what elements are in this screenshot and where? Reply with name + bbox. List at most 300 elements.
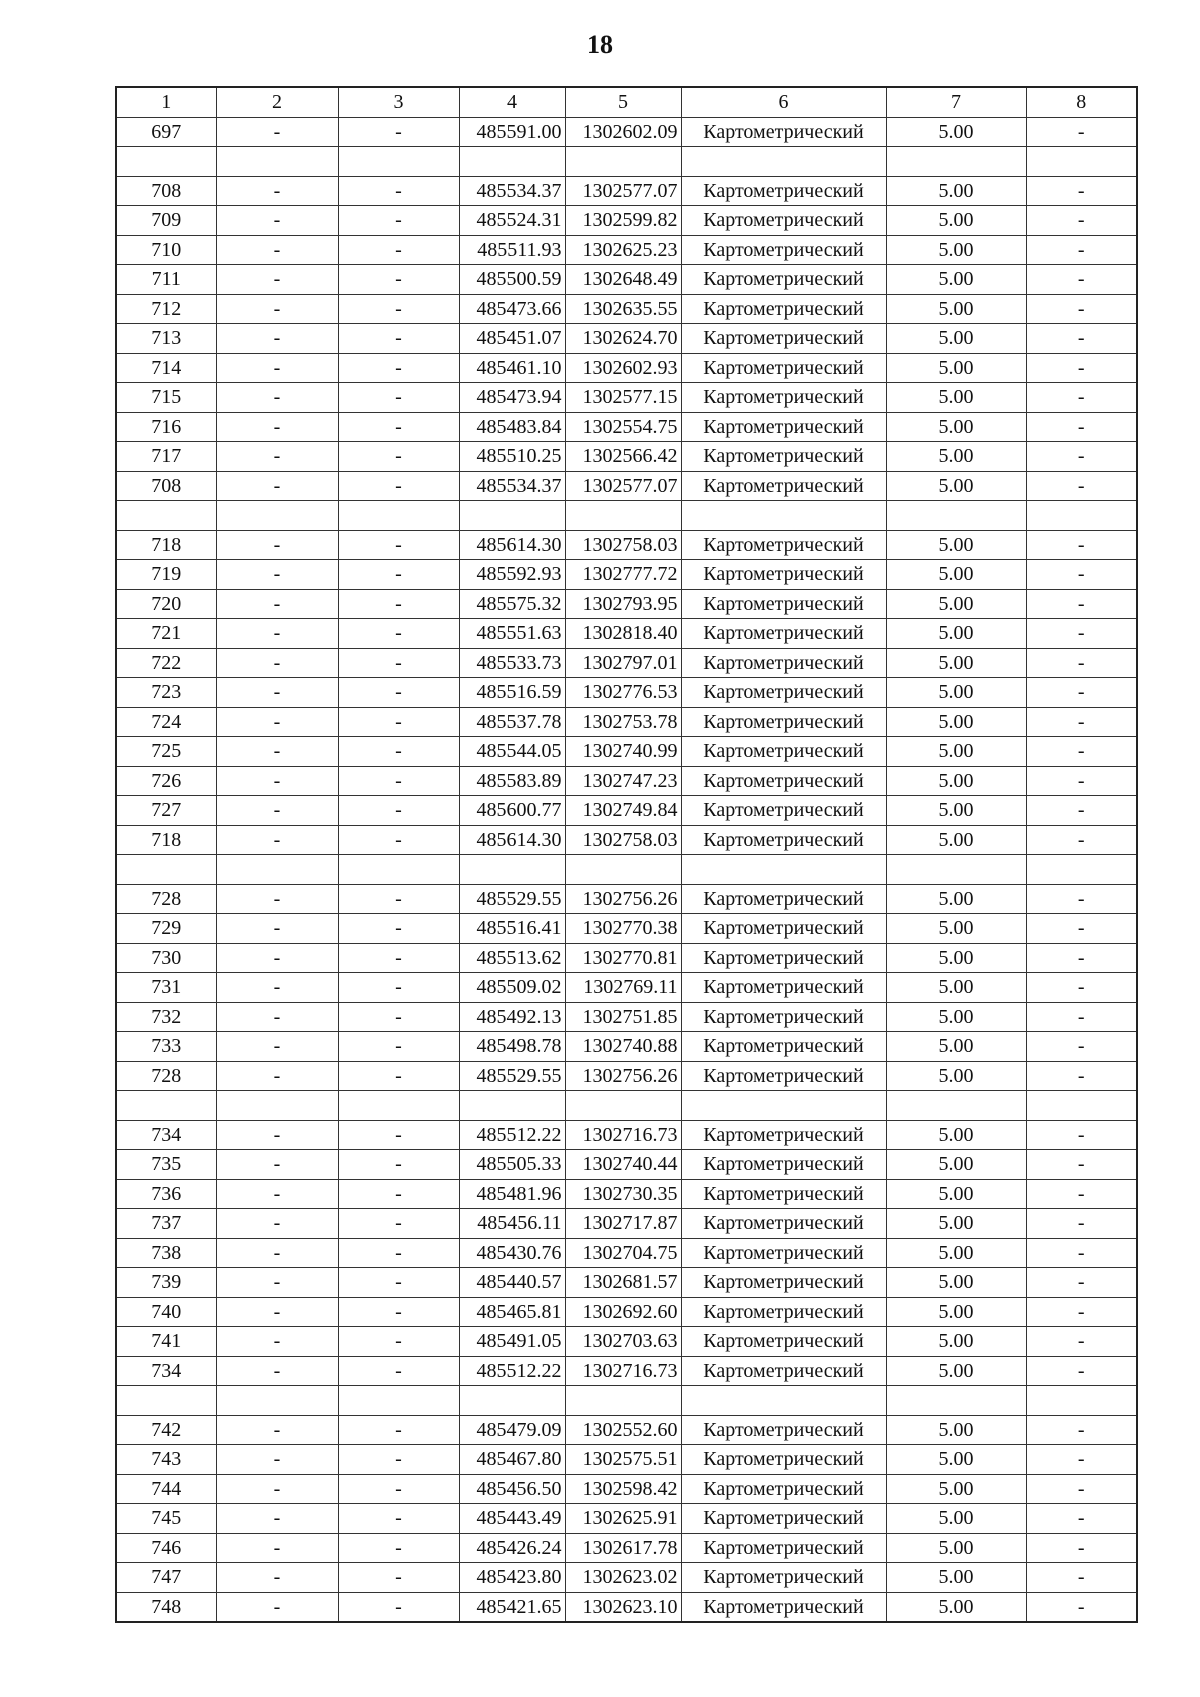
accuracy: 5.00 bbox=[886, 707, 1026, 737]
method: Картометрический bbox=[681, 1209, 886, 1239]
point-number: 723 bbox=[116, 678, 216, 708]
y-coordinate: 1302777.72 bbox=[565, 560, 681, 590]
x-coordinate: 485614.30 bbox=[459, 825, 565, 855]
col-3-value: - bbox=[338, 235, 459, 265]
column-header: 2 bbox=[216, 87, 338, 117]
point-number: 719 bbox=[116, 560, 216, 590]
method: Картометрический bbox=[681, 1533, 886, 1563]
col-3-value: - bbox=[338, 589, 459, 619]
col-3-value: - bbox=[338, 442, 459, 472]
table-row bbox=[116, 353, 1137, 383]
col-3-value: - bbox=[338, 796, 459, 826]
separator-cell bbox=[116, 1386, 216, 1416]
point-number: 714 bbox=[116, 353, 216, 383]
accuracy: 5.00 bbox=[886, 1179, 1026, 1209]
method: Картометрический bbox=[681, 1415, 886, 1445]
y-coordinate: 1302756.26 bbox=[565, 884, 681, 914]
y-coordinate: 1302648.49 bbox=[565, 265, 681, 295]
group-separator bbox=[116, 1386, 1137, 1416]
method: Картометрический bbox=[681, 1002, 886, 1032]
accuracy: 5.00 bbox=[886, 206, 1026, 236]
accuracy: 5.00 bbox=[886, 1209, 1026, 1239]
col-8-value: - bbox=[1026, 1533, 1137, 1563]
col-2-value: - bbox=[216, 1032, 338, 1062]
separator-cell bbox=[681, 1091, 886, 1121]
point-number: 740 bbox=[116, 1297, 216, 1327]
table-row bbox=[116, 589, 1137, 619]
x-coordinate: 485529.55 bbox=[459, 1061, 565, 1091]
table-row bbox=[116, 176, 1137, 206]
table-row bbox=[116, 1592, 1137, 1622]
point-number: 708 bbox=[116, 471, 216, 501]
col-2-value: - bbox=[216, 176, 338, 206]
col-2-value: - bbox=[216, 1474, 338, 1504]
point-number: 713 bbox=[116, 324, 216, 354]
col-2-value: - bbox=[216, 737, 338, 767]
y-coordinate: 1302776.53 bbox=[565, 678, 681, 708]
x-coordinate: 485544.05 bbox=[459, 737, 565, 767]
table-row bbox=[116, 766, 1137, 796]
col-3-value: - bbox=[338, 678, 459, 708]
col-3-value: - bbox=[338, 825, 459, 855]
method: Картометрический bbox=[681, 1445, 886, 1475]
col-8-value: - bbox=[1026, 884, 1137, 914]
y-coordinate: 1302740.99 bbox=[565, 737, 681, 767]
col-3-value: - bbox=[338, 884, 459, 914]
method: Картометрический bbox=[681, 117, 886, 147]
separator-cell bbox=[216, 855, 338, 885]
table-row bbox=[116, 825, 1137, 855]
col-8-value: - bbox=[1026, 1474, 1137, 1504]
table-row bbox=[116, 707, 1137, 737]
col-3-value: - bbox=[338, 1268, 459, 1298]
col-2-value: - bbox=[216, 1179, 338, 1209]
col-3-value: - bbox=[338, 1032, 459, 1062]
column-header: 4 bbox=[459, 87, 565, 117]
x-coordinate: 485511.93 bbox=[459, 235, 565, 265]
col-3-value: - bbox=[338, 1238, 459, 1268]
separator-cell bbox=[1026, 1091, 1137, 1121]
x-coordinate: 485498.78 bbox=[459, 1032, 565, 1062]
point-number: 717 bbox=[116, 442, 216, 472]
col-2-value: - bbox=[216, 235, 338, 265]
col-8-value: - bbox=[1026, 1268, 1137, 1298]
point-number: 747 bbox=[116, 1563, 216, 1593]
accuracy: 5.00 bbox=[886, 1120, 1026, 1150]
col-2-value: - bbox=[216, 117, 338, 147]
x-coordinate: 485512.22 bbox=[459, 1356, 565, 1386]
col-2-value: - bbox=[216, 1533, 338, 1563]
x-coordinate: 485516.59 bbox=[459, 678, 565, 708]
col-3-value: - bbox=[338, 1592, 459, 1622]
y-coordinate: 1302769.11 bbox=[565, 973, 681, 1003]
separator-cell bbox=[1026, 1386, 1137, 1416]
method: Картометрический bbox=[681, 648, 886, 678]
col-8-value: - bbox=[1026, 973, 1137, 1003]
col-2-value: - bbox=[216, 353, 338, 383]
col-8-value: - bbox=[1026, 619, 1137, 649]
x-coordinate: 485473.94 bbox=[459, 383, 565, 413]
method: Картометрический bbox=[681, 707, 886, 737]
point-number: 731 bbox=[116, 973, 216, 1003]
col-3-value: - bbox=[338, 206, 459, 236]
col-2-value: - bbox=[216, 1563, 338, 1593]
accuracy: 5.00 bbox=[886, 943, 1026, 973]
col-3-value: - bbox=[338, 766, 459, 796]
col-2-value: - bbox=[216, 442, 338, 472]
col-3-value: - bbox=[338, 1179, 459, 1209]
point-number: 734 bbox=[116, 1356, 216, 1386]
point-number: 737 bbox=[116, 1209, 216, 1239]
table-row bbox=[116, 1061, 1137, 1091]
y-coordinate: 1302566.42 bbox=[565, 442, 681, 472]
table-row bbox=[116, 471, 1137, 501]
col-8-value: - bbox=[1026, 442, 1137, 472]
accuracy: 5.00 bbox=[886, 1415, 1026, 1445]
x-coordinate: 485512.22 bbox=[459, 1120, 565, 1150]
col-8-value: - bbox=[1026, 1150, 1137, 1180]
y-coordinate: 1302681.57 bbox=[565, 1268, 681, 1298]
point-number: 748 bbox=[116, 1592, 216, 1622]
point-number: 710 bbox=[116, 235, 216, 265]
col-3-value: - bbox=[338, 1120, 459, 1150]
col-8-value: - bbox=[1026, 1032, 1137, 1062]
col-3-value: - bbox=[338, 914, 459, 944]
method: Картометрический bbox=[681, 1592, 886, 1622]
col-8-value: - bbox=[1026, 707, 1137, 737]
col-2-value: - bbox=[216, 884, 338, 914]
separator-cell bbox=[116, 147, 216, 177]
col-3-value: - bbox=[338, 1061, 459, 1091]
col-2-value: - bbox=[216, 707, 338, 737]
y-coordinate: 1302747.23 bbox=[565, 766, 681, 796]
point-number: 733 bbox=[116, 1032, 216, 1062]
col-8-value: - bbox=[1026, 235, 1137, 265]
accuracy: 5.00 bbox=[886, 678, 1026, 708]
point-number: 739 bbox=[116, 1268, 216, 1298]
group-separator bbox=[116, 147, 1137, 177]
separator-cell bbox=[1026, 501, 1137, 531]
col-2-value: - bbox=[216, 412, 338, 442]
table-row bbox=[116, 235, 1137, 265]
col-3-value: - bbox=[338, 412, 459, 442]
separator-cell bbox=[681, 501, 886, 531]
point-number: 718 bbox=[116, 530, 216, 560]
separator-cell bbox=[1026, 855, 1137, 885]
col-3-value: - bbox=[338, 1002, 459, 1032]
accuracy: 5.00 bbox=[886, 1356, 1026, 1386]
separator-cell bbox=[459, 501, 565, 531]
x-coordinate: 485456.11 bbox=[459, 1209, 565, 1239]
point-number: 734 bbox=[116, 1120, 216, 1150]
col-2-value: - bbox=[216, 796, 338, 826]
method: Картометрический bbox=[681, 1327, 886, 1357]
col-2-value: - bbox=[216, 648, 338, 678]
method: Картометрический bbox=[681, 619, 886, 649]
table-row bbox=[116, 973, 1137, 1003]
separator-cell bbox=[216, 1386, 338, 1416]
table-row bbox=[116, 1120, 1137, 1150]
separator-cell bbox=[116, 1091, 216, 1121]
col-2-value: - bbox=[216, 1504, 338, 1534]
accuracy: 5.00 bbox=[886, 235, 1026, 265]
x-coordinate: 485600.77 bbox=[459, 796, 565, 826]
accuracy: 5.00 bbox=[886, 589, 1026, 619]
table-row bbox=[116, 1563, 1137, 1593]
method: Картометрический bbox=[681, 884, 886, 914]
col-8-value: - bbox=[1026, 412, 1137, 442]
method: Картометрический bbox=[681, 737, 886, 767]
accuracy: 5.00 bbox=[886, 1592, 1026, 1622]
table-row bbox=[116, 412, 1137, 442]
y-coordinate: 1302758.03 bbox=[565, 530, 681, 560]
y-coordinate: 1302602.09 bbox=[565, 117, 681, 147]
x-coordinate: 485443.49 bbox=[459, 1504, 565, 1534]
table-row bbox=[116, 1150, 1137, 1180]
separator-cell bbox=[338, 147, 459, 177]
col-8-value: - bbox=[1026, 1445, 1137, 1475]
col-2-value: - bbox=[216, 1415, 338, 1445]
col-2-value: - bbox=[216, 294, 338, 324]
y-coordinate: 1302602.93 bbox=[565, 353, 681, 383]
y-coordinate: 1302753.78 bbox=[565, 707, 681, 737]
accuracy: 5.00 bbox=[886, 648, 1026, 678]
column-header: 3 bbox=[338, 87, 459, 117]
method: Картометрический bbox=[681, 1150, 886, 1180]
y-coordinate: 1302623.10 bbox=[565, 1592, 681, 1622]
x-coordinate: 485500.59 bbox=[459, 265, 565, 295]
method: Картометрический bbox=[681, 589, 886, 619]
column-header: 8 bbox=[1026, 87, 1137, 117]
y-coordinate: 1302751.85 bbox=[565, 1002, 681, 1032]
accuracy: 5.00 bbox=[886, 619, 1026, 649]
col-3-value: - bbox=[338, 707, 459, 737]
point-number: 728 bbox=[116, 1061, 216, 1091]
method: Картометрический bbox=[681, 796, 886, 826]
point-number: 720 bbox=[116, 589, 216, 619]
accuracy: 5.00 bbox=[886, 1445, 1026, 1475]
method: Картометрический bbox=[681, 353, 886, 383]
x-coordinate: 485456.50 bbox=[459, 1474, 565, 1504]
accuracy: 5.00 bbox=[886, 1563, 1026, 1593]
separator-cell bbox=[338, 1091, 459, 1121]
col-2-value: - bbox=[216, 383, 338, 413]
page-number: 18 bbox=[587, 30, 613, 59]
point-number: 735 bbox=[116, 1150, 216, 1180]
col-3-value: - bbox=[338, 1563, 459, 1593]
y-coordinate: 1302552.60 bbox=[565, 1415, 681, 1445]
col-3-value: - bbox=[338, 383, 459, 413]
accuracy: 5.00 bbox=[886, 1002, 1026, 1032]
point-number: 727 bbox=[116, 796, 216, 826]
point-number: 716 bbox=[116, 412, 216, 442]
col-2-value: - bbox=[216, 914, 338, 944]
col-8-value: - bbox=[1026, 206, 1137, 236]
point-number: 732 bbox=[116, 1002, 216, 1032]
y-coordinate: 1302758.03 bbox=[565, 825, 681, 855]
separator-cell bbox=[565, 147, 681, 177]
separator-cell bbox=[338, 501, 459, 531]
y-coordinate: 1302704.75 bbox=[565, 1238, 681, 1268]
point-number: 736 bbox=[116, 1179, 216, 1209]
y-coordinate: 1302598.42 bbox=[565, 1474, 681, 1504]
accuracy: 5.00 bbox=[886, 884, 1026, 914]
accuracy: 5.00 bbox=[886, 530, 1026, 560]
accuracy: 5.00 bbox=[886, 117, 1026, 147]
table-row bbox=[116, 383, 1137, 413]
method: Картометрический bbox=[681, 1238, 886, 1268]
col-2-value: - bbox=[216, 825, 338, 855]
x-coordinate: 485426.24 bbox=[459, 1533, 565, 1563]
method: Картометрический bbox=[681, 766, 886, 796]
x-coordinate: 485583.89 bbox=[459, 766, 565, 796]
y-coordinate: 1302756.26 bbox=[565, 1061, 681, 1091]
coordinates-table bbox=[115, 86, 1138, 1623]
x-coordinate: 485492.13 bbox=[459, 1002, 565, 1032]
col-2-value: - bbox=[216, 589, 338, 619]
accuracy: 5.00 bbox=[886, 1533, 1026, 1563]
group-separator bbox=[116, 855, 1137, 885]
y-coordinate: 1302717.87 bbox=[565, 1209, 681, 1239]
method: Картометрический bbox=[681, 1032, 886, 1062]
table-row bbox=[116, 117, 1137, 147]
col-3-value: - bbox=[338, 560, 459, 590]
col-2-value: - bbox=[216, 1356, 338, 1386]
separator-cell bbox=[681, 1386, 886, 1416]
accuracy: 5.00 bbox=[886, 471, 1026, 501]
col-2-value: - bbox=[216, 530, 338, 560]
point-number: 712 bbox=[116, 294, 216, 324]
method: Картометрический bbox=[681, 530, 886, 560]
point-number: 718 bbox=[116, 825, 216, 855]
point-number: 741 bbox=[116, 1327, 216, 1357]
col-8-value: - bbox=[1026, 825, 1137, 855]
method: Картометрический bbox=[681, 383, 886, 413]
col-3-value: - bbox=[338, 324, 459, 354]
col-8-value: - bbox=[1026, 117, 1137, 147]
x-coordinate: 485451.07 bbox=[459, 324, 565, 354]
accuracy: 5.00 bbox=[886, 1268, 1026, 1298]
separator-cell bbox=[216, 147, 338, 177]
col-2-value: - bbox=[216, 1445, 338, 1475]
method: Картометрический bbox=[681, 235, 886, 265]
col-8-value: - bbox=[1026, 648, 1137, 678]
method: Картометрический bbox=[681, 324, 886, 354]
col-8-value: - bbox=[1026, 1297, 1137, 1327]
y-coordinate: 1302554.75 bbox=[565, 412, 681, 442]
x-coordinate: 485509.02 bbox=[459, 973, 565, 1003]
accuracy: 5.00 bbox=[886, 766, 1026, 796]
col-3-value: - bbox=[338, 737, 459, 767]
table-row bbox=[116, 530, 1137, 560]
method: Картометрический bbox=[681, 678, 886, 708]
separator-cell bbox=[338, 855, 459, 885]
column-header: 6 bbox=[681, 87, 886, 117]
method: Картометрический bbox=[681, 914, 886, 944]
point-number: 711 bbox=[116, 265, 216, 295]
col-2-value: - bbox=[216, 265, 338, 295]
col-2-value: - bbox=[216, 1268, 338, 1298]
x-coordinate: 485430.76 bbox=[459, 1238, 565, 1268]
table-row bbox=[116, 1504, 1137, 1534]
x-coordinate: 485533.73 bbox=[459, 648, 565, 678]
col-2-value: - bbox=[216, 206, 338, 236]
col-3-value: - bbox=[338, 1150, 459, 1180]
method: Картометрический bbox=[681, 1120, 886, 1150]
accuracy: 5.00 bbox=[886, 1238, 1026, 1268]
col-3-value: - bbox=[338, 530, 459, 560]
table-row bbox=[116, 1533, 1137, 1563]
col-3-value: - bbox=[338, 1504, 459, 1534]
table-row bbox=[116, 619, 1137, 649]
x-coordinate: 485473.66 bbox=[459, 294, 565, 324]
point-number: 722 bbox=[116, 648, 216, 678]
y-coordinate: 1302793.95 bbox=[565, 589, 681, 619]
y-coordinate: 1302623.02 bbox=[565, 1563, 681, 1593]
col-3-value: - bbox=[338, 1533, 459, 1563]
method: Картометрический bbox=[681, 825, 886, 855]
separator-cell bbox=[565, 1091, 681, 1121]
method: Картометрический bbox=[681, 1179, 886, 1209]
table-row bbox=[116, 796, 1137, 826]
y-coordinate: 1302770.81 bbox=[565, 943, 681, 973]
table-row bbox=[116, 294, 1137, 324]
method: Картометрический bbox=[681, 294, 886, 324]
col-3-value: - bbox=[338, 943, 459, 973]
col-2-value: - bbox=[216, 1209, 338, 1239]
col-3-value: - bbox=[338, 619, 459, 649]
col-2-value: - bbox=[216, 973, 338, 1003]
x-coordinate: 485534.37 bbox=[459, 471, 565, 501]
col-2-value: - bbox=[216, 943, 338, 973]
x-coordinate: 485481.96 bbox=[459, 1179, 565, 1209]
col-8-value: - bbox=[1026, 1002, 1137, 1032]
accuracy: 5.00 bbox=[886, 796, 1026, 826]
x-coordinate: 485534.37 bbox=[459, 176, 565, 206]
table-row bbox=[116, 1445, 1137, 1475]
table-row bbox=[116, 884, 1137, 914]
point-number: 708 bbox=[116, 176, 216, 206]
col-3-value: - bbox=[338, 294, 459, 324]
x-coordinate: 485592.93 bbox=[459, 560, 565, 590]
accuracy: 5.00 bbox=[886, 324, 1026, 354]
col-8-value: - bbox=[1026, 1504, 1137, 1534]
col-2-value: - bbox=[216, 1002, 338, 1032]
separator-cell bbox=[565, 855, 681, 885]
col-8-value: - bbox=[1026, 766, 1137, 796]
col-8-value: - bbox=[1026, 560, 1137, 590]
col-8-value: - bbox=[1026, 589, 1137, 619]
method: Картометрический bbox=[681, 176, 886, 206]
point-number: 724 bbox=[116, 707, 216, 737]
col-8-value: - bbox=[1026, 324, 1137, 354]
y-coordinate: 1302625.91 bbox=[565, 1504, 681, 1534]
x-coordinate: 485551.63 bbox=[459, 619, 565, 649]
col-2-value: - bbox=[216, 766, 338, 796]
table-row bbox=[116, 678, 1137, 708]
col-3-value: - bbox=[338, 117, 459, 147]
column-header: 7 bbox=[886, 87, 1026, 117]
point-number: 730 bbox=[116, 943, 216, 973]
separator-cell bbox=[886, 1091, 1026, 1121]
method: Картометрический bbox=[681, 1563, 886, 1593]
method: Картометрический bbox=[681, 973, 886, 1003]
y-coordinate: 1302797.01 bbox=[565, 648, 681, 678]
point-number: 709 bbox=[116, 206, 216, 236]
method: Картометрический bbox=[681, 265, 886, 295]
y-coordinate: 1302770.38 bbox=[565, 914, 681, 944]
x-coordinate: 485440.57 bbox=[459, 1268, 565, 1298]
